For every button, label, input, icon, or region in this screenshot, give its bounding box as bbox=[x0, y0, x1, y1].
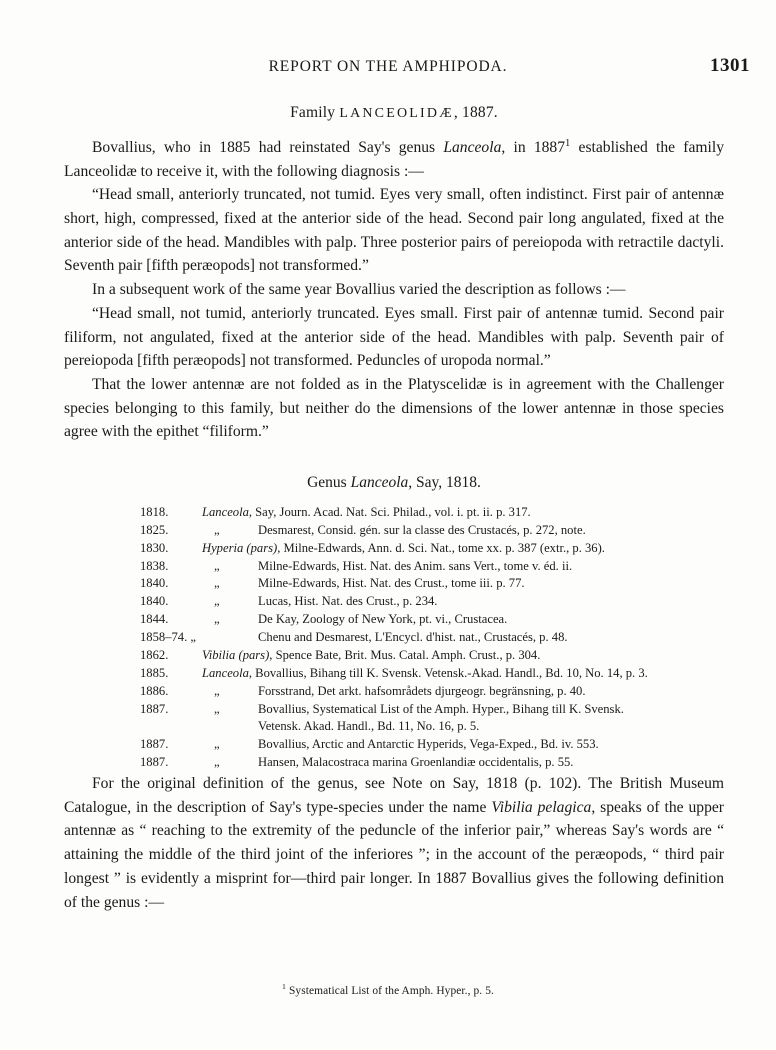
family-heading bbox=[64, 104, 724, 122]
paragraph-1-part-a: Bovallius, who in 1885 had reinstated Say's genus bbox=[92, 139, 444, 156]
paragraph-1 bbox=[64, 136, 724, 183]
synonymy-year: 1840. bbox=[140, 594, 169, 609]
ditto-glyph: „ bbox=[214, 558, 220, 573]
synonymy-ditto-mark bbox=[202, 701, 258, 719]
paragraph-1-italic-genus: Lanceola bbox=[443, 139, 502, 156]
synonymy-year: 1830. bbox=[140, 540, 169, 555]
genus-heading bbox=[64, 474, 724, 492]
paragraph-1-part-b: , in 1887 bbox=[501, 139, 566, 156]
synonymy-citation: , Spence Bate, Brit. Mus. Catal. Amph. Crust., p. 304. bbox=[269, 647, 541, 662]
family-heading-name: LANCEOLIDÆ bbox=[339, 106, 454, 121]
synonymy-row bbox=[140, 665, 730, 683]
synonymy-ditto-mark bbox=[202, 736, 258, 754]
synonymy-citation: Milne-Edwards, Hist. Nat. des Anim. sans Vert., tome v. éd. ii. bbox=[258, 558, 573, 573]
closing-part-b: , speaks of the upper antennæ as “ reaching to the extremity of the peduncle of the inferior pair,” whereas Say's words are “ attaining the middle of the third joint of the inferiores ”; in the account of the peræopods, “ third pair longest ” is evidently a misprint for—third pair longer. In 1887 Bovallius gives the following definition of the genus :— bbox=[64, 798, 724, 911]
synonymy-year: 1858–74. „ bbox=[140, 630, 196, 645]
synonymy-year: 1844. bbox=[140, 612, 169, 627]
footnote-reference: 1 bbox=[565, 137, 571, 149]
family-heading-suffix: , 1887. bbox=[453, 104, 498, 121]
synonymy-citation: Lucas, Hist. Nat. des Crust., p. 234. bbox=[258, 594, 438, 609]
ditto-glyph: „ bbox=[214, 522, 220, 537]
synonymy-reference bbox=[202, 647, 730, 665]
synonymy-citation: Chenu and Desmarest, L'Encycl. d'hist. nat., Crustacés, p. 48. bbox=[258, 630, 568, 645]
synonymy-year: 1840. bbox=[140, 576, 169, 591]
synonymy-continuation-line: Vetensk. Akad. Handl., Bd. 11, No. 16, p. 5. bbox=[258, 719, 480, 734]
paragraph-5: That the lower antennæ are not folded as in the Platyscelidæ is in agreement with the Challenger species belonging to this family, but neither do the dimensions of the lower antennæ in those species agree with the epithet “filiform.” bbox=[64, 375, 724, 441]
footnote-text: Systematical List of the Amph. Hyper., p. 5. bbox=[286, 985, 494, 997]
ditto-glyph: „ bbox=[214, 683, 220, 698]
synonymy-row bbox=[140, 647, 730, 665]
genus-heading-prefix: Genus bbox=[307, 473, 351, 491]
synonymy-year: 1887. bbox=[140, 701, 169, 716]
ditto-glyph: „ bbox=[214, 612, 220, 627]
genus-heading-name: Lanceola bbox=[350, 473, 409, 491]
synonymy-reference bbox=[202, 665, 730, 683]
synonymy-ditto-mark bbox=[202, 558, 258, 576]
synonymy-year: 1838. bbox=[140, 558, 169, 573]
synonymy-taxon-name: Vibilia (pars) bbox=[202, 647, 270, 662]
synonymy-year: 1818. bbox=[140, 504, 169, 519]
ditto-glyph: „ bbox=[214, 594, 220, 609]
closing-italic-species: Vibilia pelagica bbox=[491, 798, 592, 816]
synonymy-ditto-mark bbox=[202, 575, 258, 593]
synonymy-ditto-mark bbox=[202, 611, 258, 629]
footnote bbox=[0, 982, 776, 997]
page-content bbox=[64, 104, 724, 914]
paragraph-closing bbox=[64, 772, 724, 914]
synonymy-ditto-mark bbox=[202, 754, 258, 772]
synonymy-row bbox=[140, 540, 730, 558]
synonymy-list bbox=[140, 504, 730, 772]
synonymy-row bbox=[140, 504, 730, 522]
synonymy-row bbox=[140, 522, 730, 540]
synonymy-citation: Bovallius, Systematical List of the Amph. Hyper., Bihang till K. Svensk. bbox=[258, 701, 624, 716]
synonymy-citation: Bovallius, Arctic and Antarctic Hyperids, Vega-Exped., Bd. iv. 553. bbox=[258, 737, 599, 752]
synonymy-row bbox=[140, 558, 730, 576]
family-heading-prefix: Family bbox=[290, 104, 340, 121]
paragraph-4-quote-second-diagnosis: “Head small, not tumid, anteriorly truncated. Eyes small. First pair of antennæ tumid. Second pair filiform, not angulated, fixed at the anterior side of the head. Mandibles with palp. Seventh pair of pereiopoda [fifth peræopods] not transformed. Peduncles of uropoda normal.” bbox=[64, 304, 724, 370]
synonymy-citation: , Milne-Edwards, Ann. d. Sci. Nat., tome xx. p. 387 (extr., p. 36). bbox=[277, 540, 605, 555]
synonymy-year: 1887. bbox=[140, 755, 169, 770]
paragraph-1-part-c: established the family Lanceolidæ to receive it, with the following diagnosis :— bbox=[64, 139, 724, 180]
synonymy-citation: De Kay, Zoology of New York, pt. vi., Crustacea. bbox=[258, 612, 508, 627]
ditto-glyph: „ bbox=[214, 701, 220, 716]
footnote-marker: 1 bbox=[282, 982, 287, 992]
synonymy-year: 1886. bbox=[140, 683, 169, 698]
synonymy-reference bbox=[202, 540, 730, 558]
synonymy-taxon-name: Lanceola bbox=[202, 504, 249, 519]
synonymy-year: 1862. bbox=[140, 647, 169, 662]
synonymy-row bbox=[140, 629, 730, 647]
synonymy-row bbox=[140, 593, 730, 611]
synonymy-year: 1887. bbox=[140, 737, 169, 752]
page-number: 1301 bbox=[710, 55, 750, 76]
ditto-glyph: „ bbox=[214, 576, 220, 591]
synonymy-ditto-mark bbox=[202, 522, 258, 540]
synonymy-row bbox=[140, 701, 730, 719]
synonymy-row bbox=[140, 611, 730, 629]
paragraph-3: In a subsequent work of the same year Bovallius varied the description as follows :— bbox=[92, 281, 626, 299]
ditto-glyph: „ bbox=[214, 737, 220, 752]
paragraph-2-quote-first-diagnosis: “Head small, anteriorly truncated, not tumid. Eyes very small, often indistinct. First pair of antennæ short, high, compressed, fixed at the anterior side of the head. Second pair long angulated, fixed at the anterior side of the head. Mandibles with palp. Three posterior pairs of pereiopoda with retractile dactyli. Seventh pair [fifth peræopods] not transformed.” bbox=[64, 186, 724, 275]
synonymy-taxon-name: Hyperia (pars) bbox=[202, 540, 278, 555]
synonymy-row bbox=[140, 736, 730, 754]
synonymy-citation: Forsstrand, Det arkt. hafsområdets djurgeogr. begränsning, p. 40. bbox=[258, 683, 586, 698]
page-header bbox=[0, 55, 776, 82]
closing-part-a: For the original definition of the genus, see Note on Say, 1818 (p. 102). The British Museum Catalogue, in the description of Say's type-species under the name bbox=[64, 775, 724, 816]
synonymy-ditto-mark bbox=[202, 593, 258, 611]
running-head: REPORT ON THE AMPHIPODA. bbox=[268, 58, 508, 75]
synonymy-reference bbox=[202, 504, 730, 522]
synonymy-citation: Hansen, Malacostraca marina Groenlandiæ occidentalis, p. 55. bbox=[258, 755, 574, 770]
synonymy-row bbox=[140, 575, 730, 593]
synonymy-citation: , Say, Journ. Acad. Nat. Sci. Philad., vol. i. pt. ii. p. 317. bbox=[248, 504, 531, 519]
synonymy-row bbox=[140, 754, 730, 772]
ditto-glyph: „ bbox=[214, 755, 220, 770]
synonymy-citation: , Bovallius, Bihang till K. Svensk. Vetensk.-Akad. Handl., Bd. 10, No. 14, p. 3. bbox=[248, 665, 648, 680]
genus-heading-suffix: , Say, 1818. bbox=[408, 473, 481, 491]
synonymy-year: 1825. bbox=[140, 522, 169, 537]
synonymy-year: 1885. bbox=[140, 665, 169, 680]
synonymy-citation: Desmarest, Consid. gén. sur la classe des Crustacés, p. 272, note. bbox=[258, 522, 586, 537]
synonymy-ditto-mark bbox=[202, 683, 258, 701]
synonymy-row bbox=[140, 683, 730, 701]
synonymy-taxon-name: Lanceola bbox=[202, 665, 249, 680]
synonymy-citation: Milne-Edwards, Hist. Nat. des Crust., tome iii. p. 77. bbox=[258, 576, 525, 591]
